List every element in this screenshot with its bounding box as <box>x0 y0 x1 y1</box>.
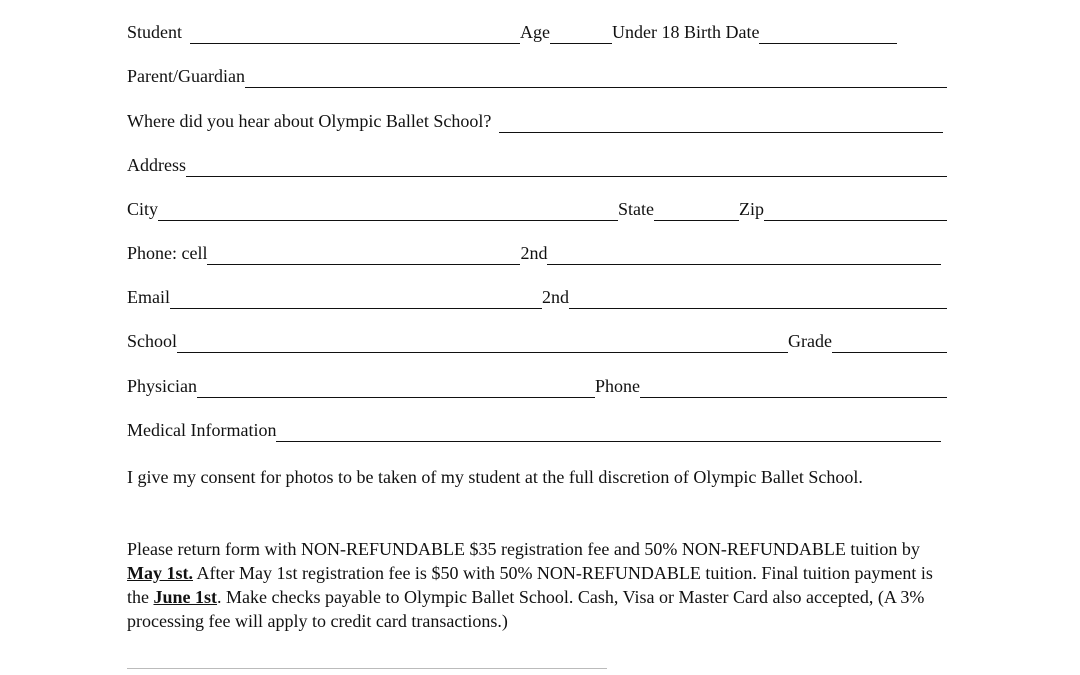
phone-cell-field[interactable] <box>207 246 520 265</box>
physician-row <box>127 370 947 398</box>
city-label: City <box>127 199 159 219</box>
phone-cell-label: Phone: cell <box>127 243 208 263</box>
payment-text-part3: . Make checks payable to Olympic Ballet School. Cash, Visa or Master Card also accepted, (A 3% processing fee will apply to credit card transactions.) <box>127 587 925 631</box>
state-field[interactable] <box>654 202 739 221</box>
student-label: Student <box>127 22 183 42</box>
age-field[interactable] <box>550 25 612 44</box>
parent-field[interactable] <box>245 69 947 88</box>
grade-label: Grade <box>788 331 832 351</box>
state-label: State <box>618 199 655 219</box>
city-field[interactable] <box>158 202 618 221</box>
city-row <box>127 193 947 221</box>
parent-row <box>127 60 947 88</box>
physician-field[interactable] <box>197 379 595 398</box>
email-field[interactable] <box>170 290 542 309</box>
school-row <box>127 325 947 353</box>
medical-label: Medical Information <box>127 420 277 440</box>
birth-date-field[interactable] <box>759 25 897 44</box>
email-label: Email <box>127 287 170 307</box>
hear-label: Where did you hear about Olympic Ballet School? <box>127 111 492 131</box>
phone-2nd-field[interactable] <box>547 246 941 265</box>
address-field[interactable] <box>186 158 947 177</box>
age-label: Age <box>520 22 551 42</box>
payment-due-date-2: June 1st <box>153 587 218 607</box>
phone-field[interactable] <box>640 379 947 398</box>
zip-label: Zip <box>739 199 765 219</box>
parent-label: Parent/Guardian <box>127 66 245 86</box>
consent-text: I give my consent for photos to be taken of my student at the full discretion of Olympic Ballet School. <box>127 467 863 487</box>
hear-field[interactable] <box>499 114 943 133</box>
birth-date-label: Under 18 Birth Date <box>612 22 760 42</box>
grade-field[interactable] <box>832 334 947 353</box>
payment-text-part2: After May 1st registration fee is $50 with 50% NON-REFUNDABLE tuition. Final tuition payment is the <box>127 563 933 607</box>
payment-text <box>127 537 957 633</box>
student-field[interactable] <box>190 25 520 44</box>
address-label: Address <box>127 155 186 175</box>
address-row <box>127 149 947 177</box>
phone-cell-row <box>127 237 947 265</box>
school-label: School <box>127 331 178 351</box>
phone-label: Phone <box>595 376 640 396</box>
email-2nd-label: 2nd <box>542 287 569 307</box>
hear-row <box>127 105 947 133</box>
phone-2nd-label: 2nd <box>520 243 548 263</box>
payment-text-part1: Please return form with NON-REFUNDABLE $35 registration fee and 50% NON-REFUNDABLE tuition by <box>127 539 920 559</box>
school-field[interactable] <box>177 334 788 353</box>
physician-label: Physician <box>127 376 197 396</box>
medical-field[interactable] <box>276 423 941 442</box>
payment-due-date-1: May 1st. <box>127 563 193 583</box>
email-row <box>127 281 947 309</box>
medical-row <box>127 414 947 442</box>
zip-field[interactable] <box>764 202 947 221</box>
student-row <box>127 16 947 44</box>
email-2nd-field[interactable] <box>569 290 947 309</box>
cutoff-line <box>127 668 607 675</box>
